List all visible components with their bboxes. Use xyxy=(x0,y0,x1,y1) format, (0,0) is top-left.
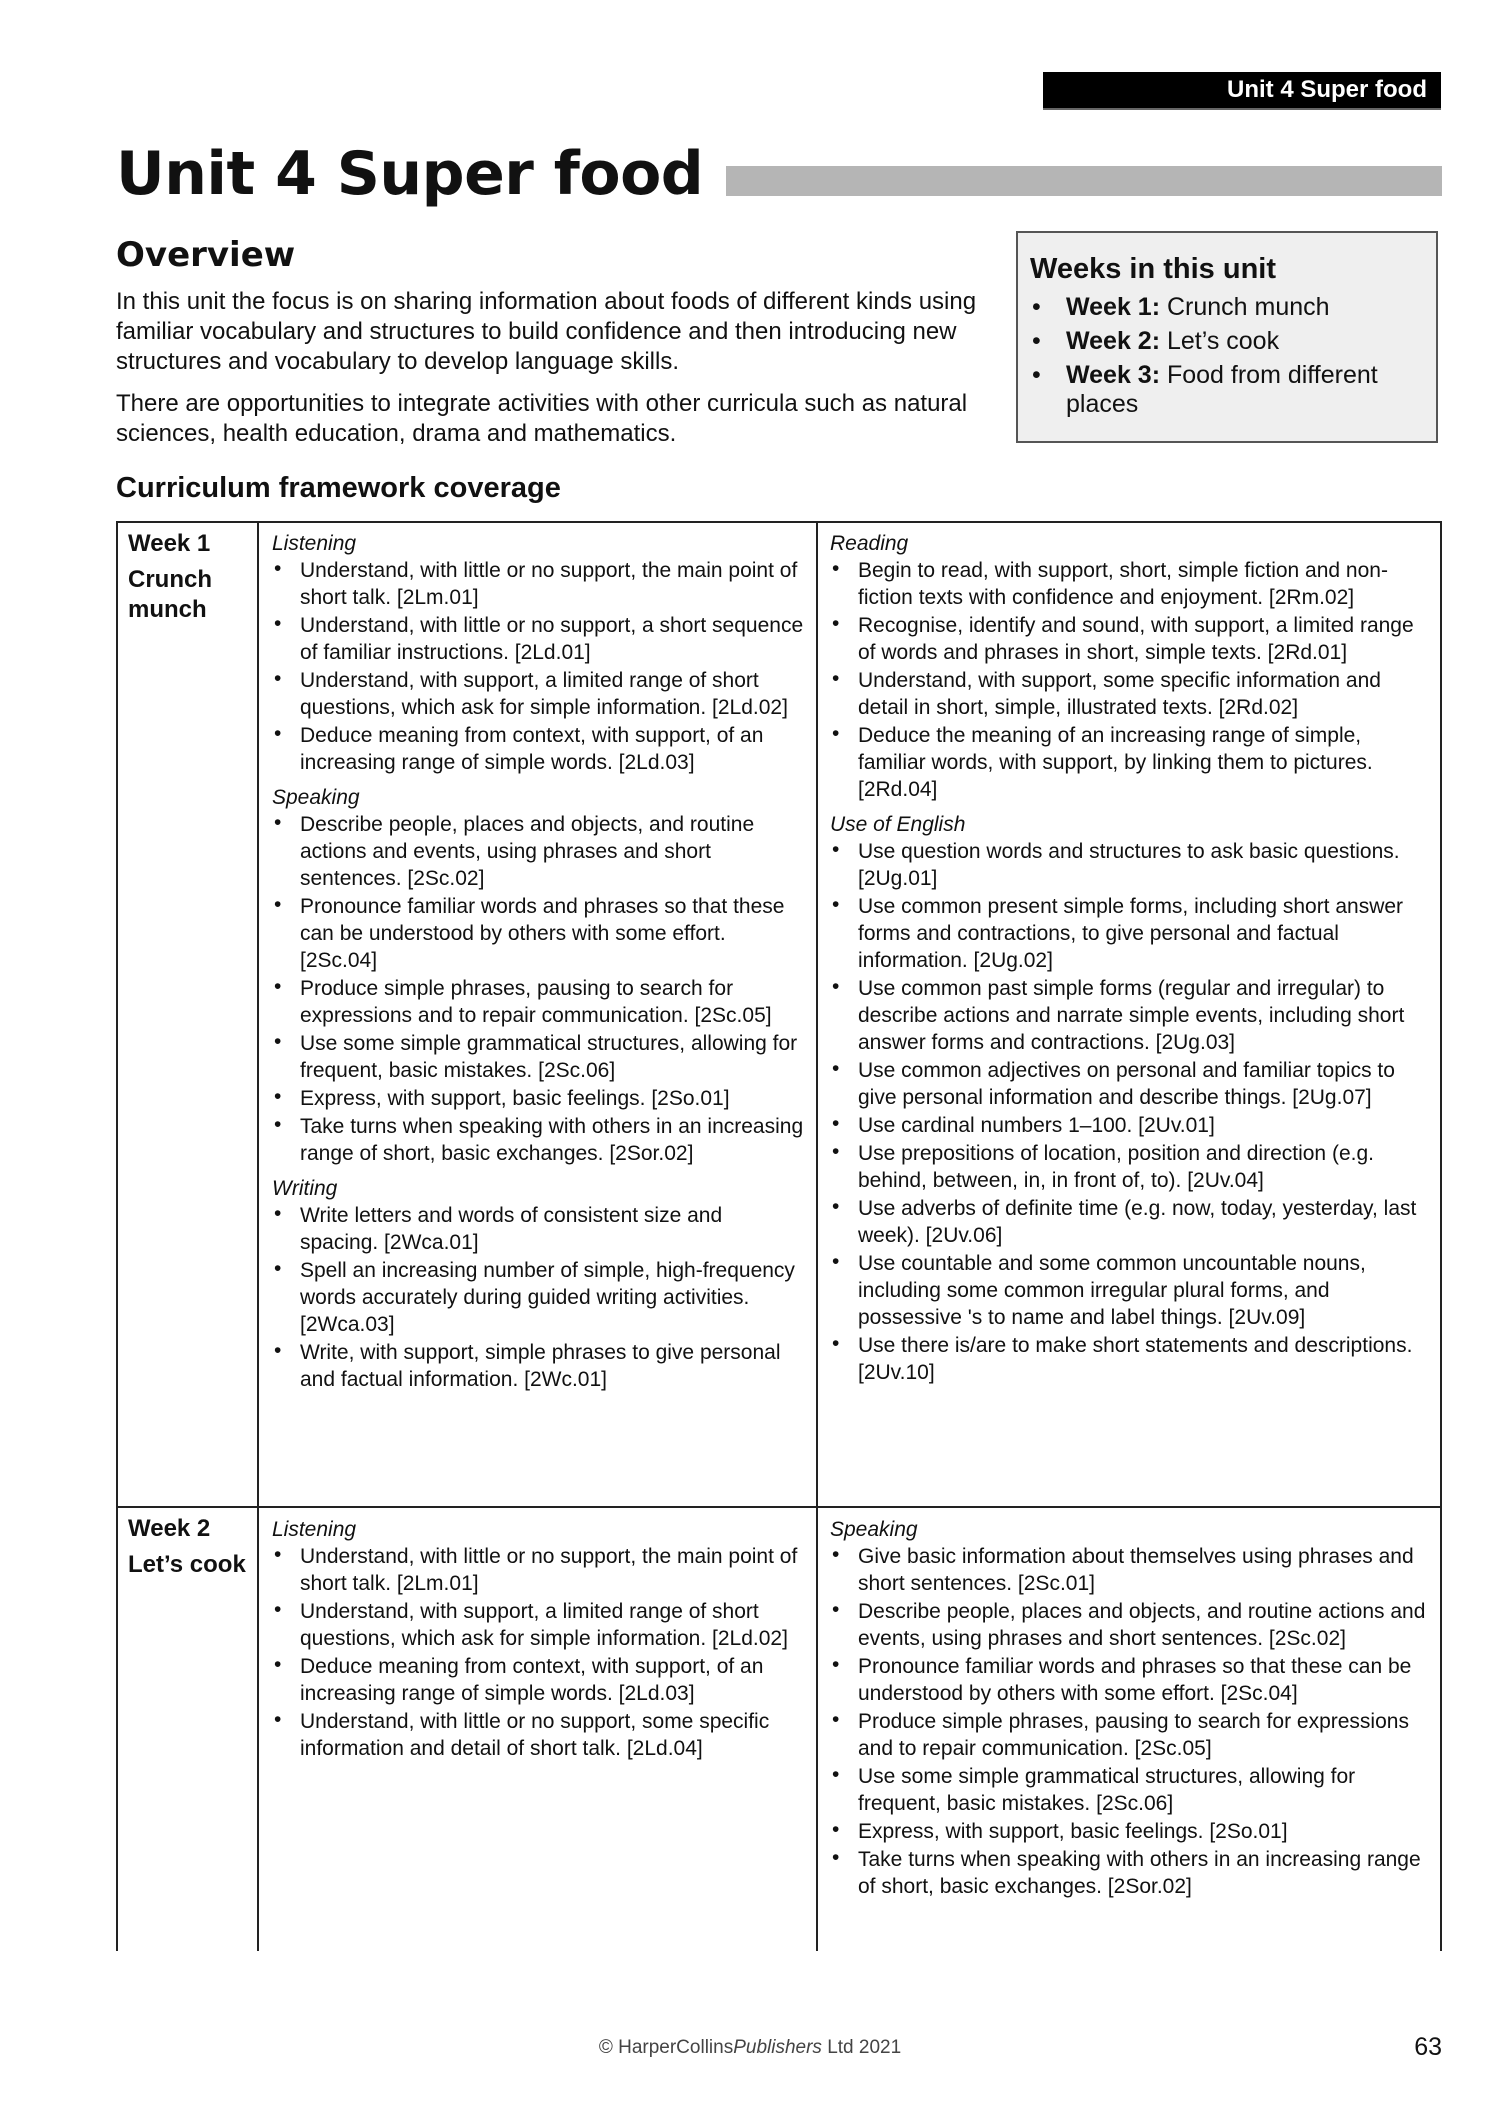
page-title: Unit 4 Super food xyxy=(116,139,704,209)
objective-item: • Deduce meaning from context, with support, of an increasing range of simple words. [2Ld.03] xyxy=(272,1653,806,1707)
objective-item: • Use adverbs of definite time (e.g. now, today, yesterday, last week). [2Uv.06] xyxy=(830,1195,1432,1249)
overview-text xyxy=(116,287,986,461)
objective-item: • Take turns when speaking with others in an increasing range of short, basic exchanges. [2Sor.02] xyxy=(272,1113,806,1167)
copyright-notice xyxy=(0,2037,1500,2059)
objective-list xyxy=(272,557,806,776)
objective-item: • Understand, with little or no support, some specific information and detail of short talk. [2Ld.04] xyxy=(272,1708,806,1762)
section-label: Listening xyxy=(272,1518,357,1541)
objective-item: • Understand, with support, a limited range of short questions, which ask for simple information. [2Ld.02] xyxy=(272,1598,806,1652)
objective-item: • Understand, with little or no support, the main point of short talk. [2Lm.01] xyxy=(272,1543,806,1597)
week-1-right-cell xyxy=(830,530,1432,1394)
unit-header-tab xyxy=(1043,72,1441,108)
objective-item: • Describe people, places and objects, and routine actions and events, using phrases and short sentences. [2Sc.02] xyxy=(272,811,806,892)
objective-list xyxy=(830,1543,1432,1900)
column-divider xyxy=(816,521,818,1951)
row-divider xyxy=(116,1506,1442,1508)
objective-item: • Express, with support, basic feelings. [2So.01] xyxy=(830,1818,1432,1845)
week-1-label xyxy=(128,529,248,625)
column-divider xyxy=(257,521,259,1951)
week-label: Week 3: xyxy=(1066,361,1161,389)
week-topic: Let’s cook xyxy=(128,1551,246,1578)
week-2-right-cell xyxy=(830,1516,1432,1908)
objective-item: • Take turns when speaking with others in an increasing range of short, basic exchanges. [2Sor.02] xyxy=(830,1846,1432,1900)
objective-item: • Use common past simple forms (regular and irregular) to describe actions and narrate simple events, including short answer forms and contractions. [2Ug.03] xyxy=(830,975,1432,1056)
week-topic: Food from different places xyxy=(1066,361,1378,418)
week-topic: Let’s cook xyxy=(1160,327,1280,355)
section-label: Reading xyxy=(830,532,909,555)
objective-item: • Use prepositions of location, position and direction (e.g. behind, between, in, in front of, to). [2Uv.04] xyxy=(830,1140,1432,1194)
objective-item: • Produce simple phrases, pausing to search for expressions and to repair communication. [2Sc.05] xyxy=(272,975,806,1029)
week-label: Week 2: xyxy=(1066,327,1161,355)
overview-paragraph: In this unit the focus is on sharing information about foods of different kinds using familiar vocabulary and structures to build confidence and then introducing new structures and vocabulary to develop language skills. xyxy=(116,288,977,375)
week-1-left-cell xyxy=(272,530,806,1401)
bullet-icon: • xyxy=(1032,361,1041,389)
objective-list xyxy=(272,1543,806,1762)
unit-header-label: Unit 4 Super food xyxy=(1227,76,1427,103)
overview-paragraph: There are opportunities to integrate activities with other curricula such as natural sciences, health education, drama and mathematics. xyxy=(116,390,968,447)
objective-item: • Begin to read, with support, short, simple fiction and non-fiction texts with confidence and enjoyment. [2Rm.02] xyxy=(830,557,1432,611)
objective-item: • Use common present simple forms, including short answer forms and contractions, to give personal and factual information. [2Ug.02] xyxy=(830,893,1432,974)
objective-item: • Understand, with support, a limited range of short questions, which ask for simple information. [2Ld.02] xyxy=(272,667,806,721)
week-number: Week 1 xyxy=(128,530,211,557)
section-label: Writing xyxy=(272,1177,338,1200)
objective-item: • Deduce meaning from context, with support, of an increasing range of simple words. [2Ld.03] xyxy=(272,722,806,776)
title-decoration-bar xyxy=(726,166,1442,196)
objective-item: • Pronounce familiar words and phrases so that these can be understood by others with some effort. [2Sc.04] xyxy=(830,1653,1432,1707)
objective-item: • Understand, with little or no support, a short sequence of familiar instructions. [2Ld.01] xyxy=(272,612,806,666)
week-2-left-cell xyxy=(272,1516,806,1770)
objective-item: • Understand, with little or no support, the main point of short talk. [2Lm.01] xyxy=(272,557,806,611)
objective-item: • Give basic information about themselves using phrases and short sentences. [2Sc.01] xyxy=(830,1543,1432,1597)
week-topic: Crunch munch xyxy=(128,566,212,623)
objective-item: • Use there is/are to make short statements and descriptions. [2Uv.10] xyxy=(830,1332,1432,1386)
objective-item: • Deduce the meaning of an increasing range of simple, familiar words, with support, by linking them to pictures. [2Rd.04] xyxy=(830,722,1432,803)
page-number: 63 xyxy=(1414,2033,1442,2061)
overview-heading: Overview xyxy=(116,235,296,275)
weeks-list-item xyxy=(1030,327,1424,356)
objective-list xyxy=(830,557,1432,803)
week-label: Week 1: xyxy=(1066,293,1161,321)
weeks-in-unit-box xyxy=(1016,231,1438,443)
section-label: Speaking xyxy=(830,1518,918,1541)
week-topic: Crunch munch xyxy=(1160,293,1330,321)
weeks-list-item xyxy=(1030,293,1424,322)
section-label: Use of English xyxy=(830,813,966,836)
objective-item: • Pronounce familiar words and phrases so that these can be understood by others with some effort. [2Sc.04] xyxy=(272,893,806,974)
objective-item: • Use some simple grammatical structures, allowing for frequent, basic mistakes. [2Sc.06] xyxy=(830,1763,1432,1817)
objective-item: • Use question words and structures to ask basic questions. [2Ug.01] xyxy=(830,838,1432,892)
objective-item: • Understand, with support, some specific information and detail in short, simple, illustrated texts. [2Rd.02] xyxy=(830,667,1432,721)
weeks-list xyxy=(1030,293,1424,419)
section-label: Speaking xyxy=(272,786,360,809)
section-label: Listening xyxy=(272,532,357,555)
objective-item: • Use some simple grammatical structures, allowing for frequent, basic mistakes. [2Sc.06] xyxy=(272,1030,806,1084)
week-2-label xyxy=(128,1514,248,1580)
objective-item: • Use countable and some common uncountable nouns, including some common irregular plural forms, and possessive 's to name and label things. [2Uv.09] xyxy=(830,1250,1432,1331)
objective-item: • Use common adjectives on personal and familiar topics to give personal information and describe things. [2Ug.07] xyxy=(830,1057,1432,1111)
bullet-icon: • xyxy=(1032,327,1041,355)
copyright-suffix: Ltd 2021 xyxy=(821,2037,902,2058)
curriculum-heading: Curriculum framework coverage xyxy=(116,472,561,504)
objective-item: • Use cardinal numbers 1–100. [2Uv.01] xyxy=(830,1112,1432,1139)
objective-item: • Recognise, identify and sound, with support, a limited range of words and phrases in short, simple texts. [2Rd.01] xyxy=(830,612,1432,666)
objective-item: • Write, with support, simple phrases to give personal and factual information. [2Wc.01] xyxy=(272,1339,806,1393)
bullet-icon: • xyxy=(1032,293,1041,321)
objective-list xyxy=(272,1202,806,1393)
weeks-list-item xyxy=(1030,361,1424,419)
copyright-prefix: © HarperCollins xyxy=(598,2037,734,2058)
objective-item: • Spell an increasing number of simple, high-frequency words accurately during guided writing activities. [2Wca.03] xyxy=(272,1257,806,1338)
week-number: Week 2 xyxy=(128,1515,211,1542)
weeks-box-title: Weeks in this unit xyxy=(1030,253,1277,285)
objective-list xyxy=(830,838,1432,1386)
objective-item: • Write letters and words of consistent size and spacing. [2Wca.01] xyxy=(272,1202,806,1256)
objective-item: • Produce simple phrases, pausing to search for expressions and to repair communication. [2Sc.05] xyxy=(830,1708,1432,1762)
objective-item: • Describe people, places and objects, and routine actions and events, using phrases and short sentences. [2Sc.02] xyxy=(830,1598,1432,1652)
objective-item: • Express, with support, basic feelings. [2So.01] xyxy=(272,1085,806,1112)
copyright-publisher: Publishers xyxy=(733,2037,822,2058)
header-tab-rule xyxy=(1043,108,1441,110)
objective-list xyxy=(272,811,806,1167)
